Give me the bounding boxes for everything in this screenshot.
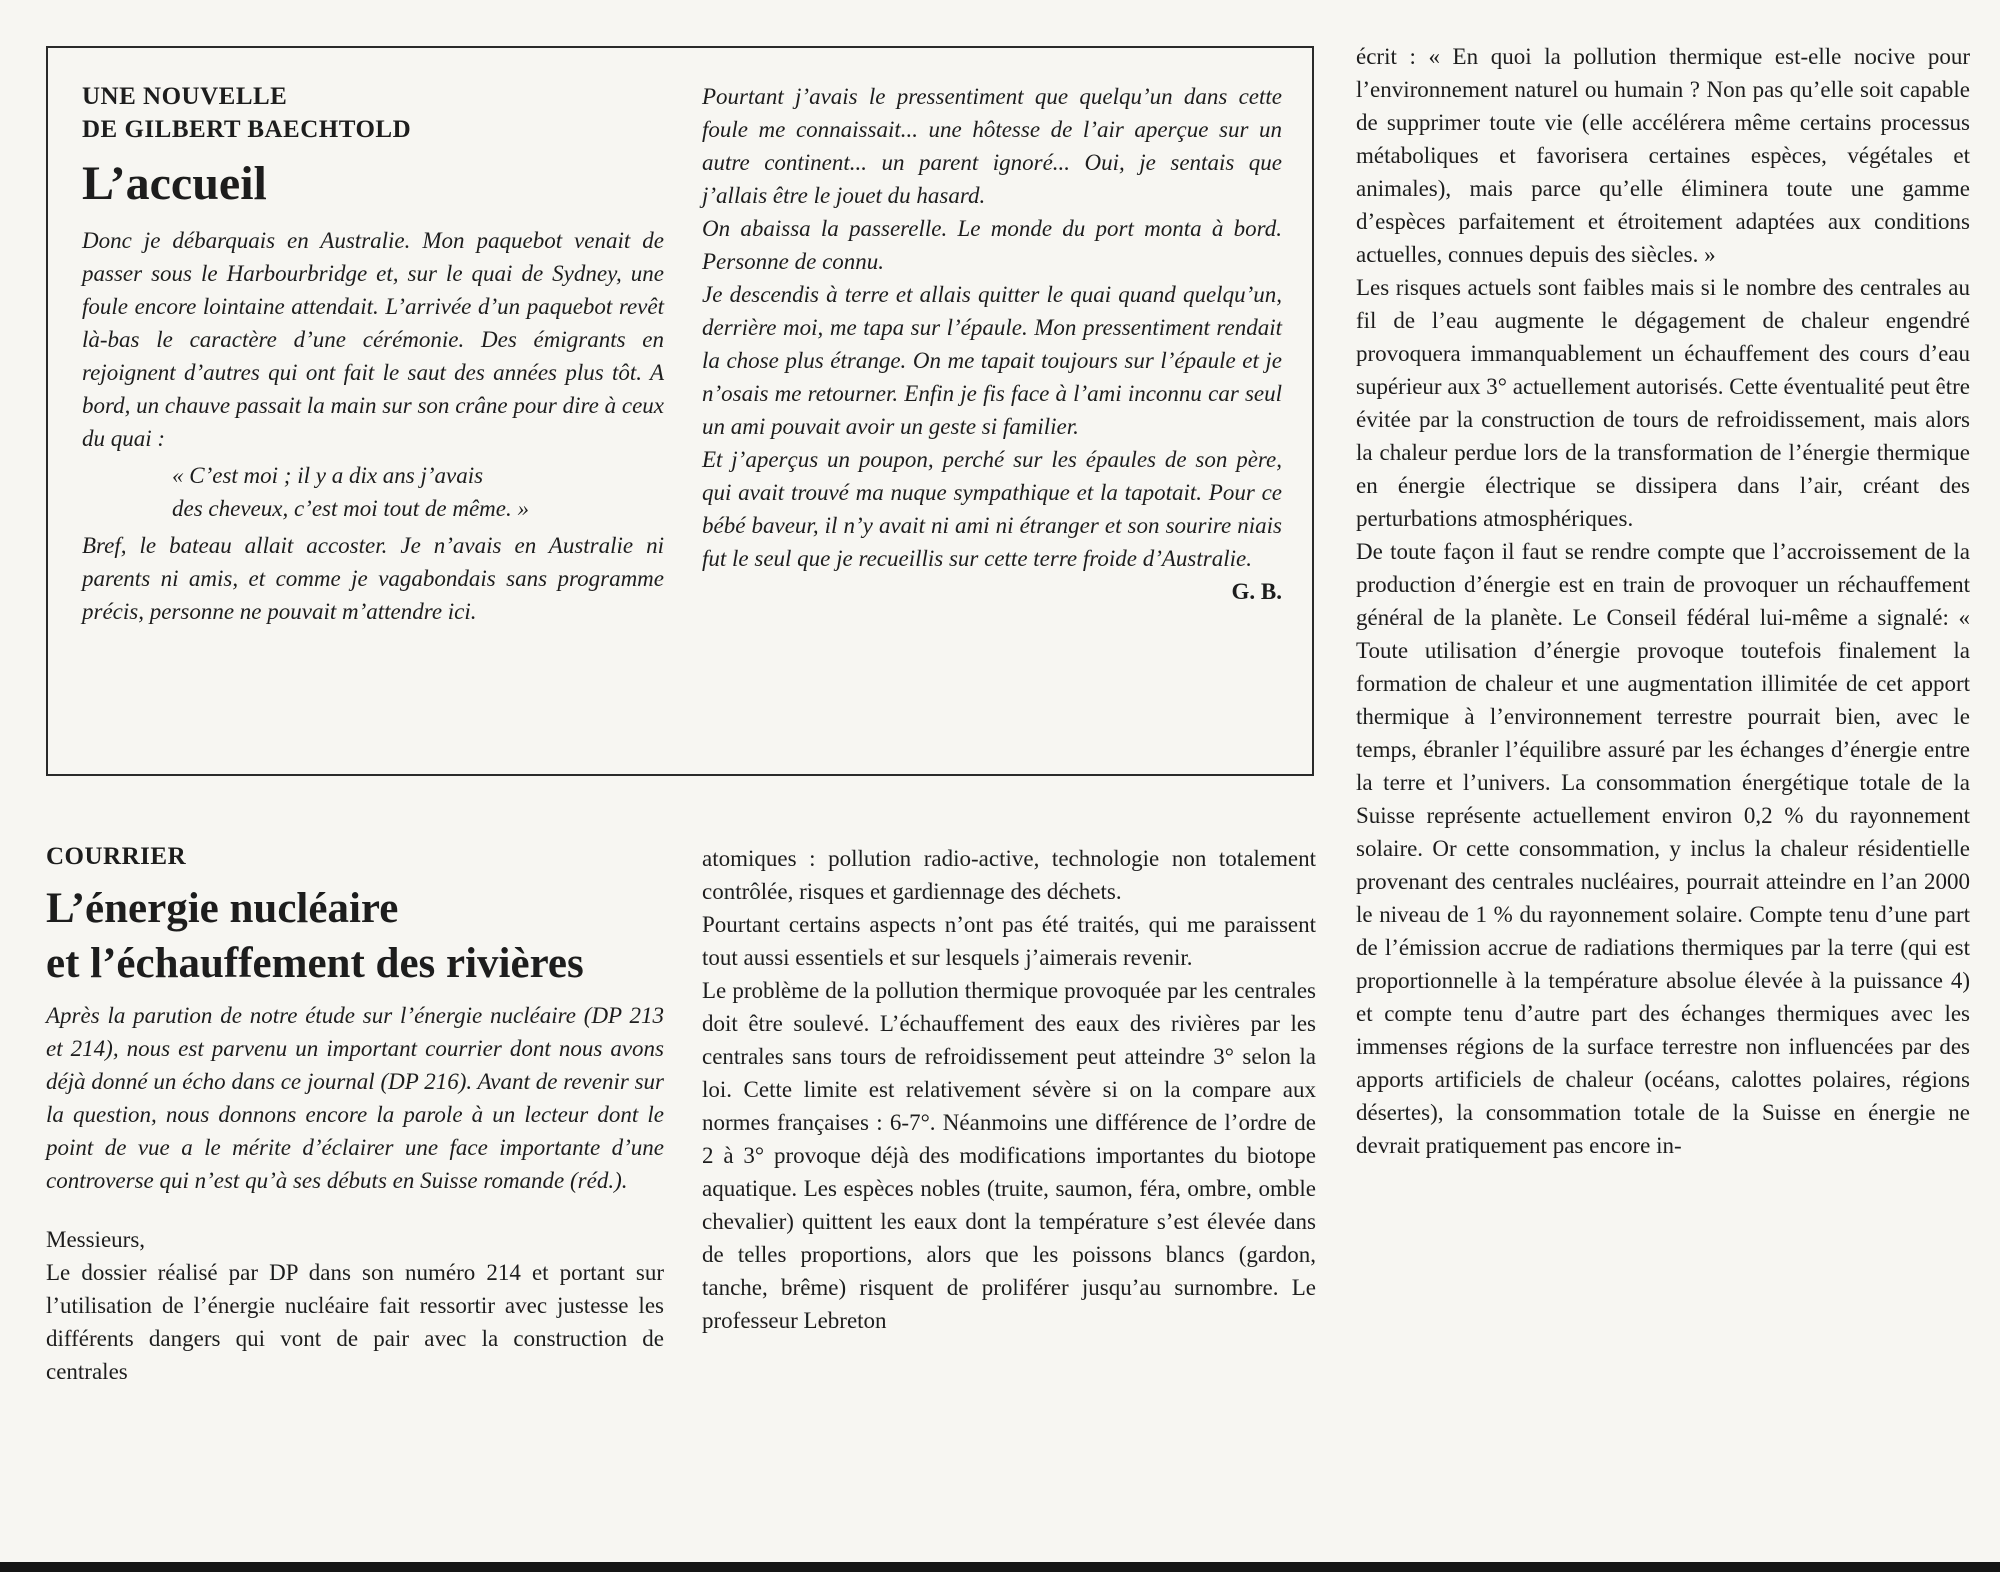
courrier-paragraph: écrit : « En quoi la pollution thermique est-elle nocive pour l’environnement naturel ou humain ? Non pas qu’elle soit capable de supprimer toute vie (elle accélérera même certains processus métaboliques et favorisera certaines espèces, végétales et animales), mais parce qu’elle éliminera toute une gamme d’espèces parfaitement et étroitement adaptées aux conditions actuelles, connues depuis des siècles. » [1356,44,1970,267]
courrier-paragraph: Le dossier réalisé par DP dans son numéro 214 et portant sur l’utilisation de l’énergie nucléaire fait ressortir avec justesse les différents dangers qui vont de pair avec la construction de centrales [46,1260,664,1384]
courrier-column-2 [702,842,1316,1337]
courrier-title-line: L’énergie nucléaire [46,885,399,932]
story-column-1 [82,80,664,628]
courrier-column-3 [1356,40,1970,1162]
courrier-title-line: et l’échauffement des rivières [46,940,584,987]
courrier-paragraph: Les risques actuels sont faibles mais si le nombre des centrales au fil de l’eau augmente le dégagement de chaleur engendré provoquera immanquablement un échauffement des cours d’eau supérieur aux 3° actuellement autorisés. Cette éventualité peut être évitée par la construction de tours de refroidissement, mais alors la chaleur perdue lors de la transformation de l’énergie thermique en énergie électrique se dissipera dans l’air, créant des perturbations atmosphériques. [1356,275,1970,531]
story-paragraph: Je descendis à terre et allais quitter le quai quand quelqu’un, derrière moi, me tapa sur l’épaule. Mon pressentiment rendait la chose plus étrange. On me tapait toujours sur l’épaule et je n’osais me retourner. Enfin je fis face à l’ami inconnu car seul un ami pouvait avoir un geste si familier. [702,282,1282,439]
courrier-column-1 [46,840,664,1388]
story-kicker-1: UNE NOUVELLE [82,83,288,110]
courrier-title [46,881,664,991]
story-quote-line: « C’est moi ; il y a dix ans j’avais [172,463,484,488]
story-paragraph: Pourtant j’avais le pressentiment que quelqu’un dans cette foule me connaissait... une hôtesse de l’air aperçue sur un autre continent... un parent ignoré... Oui, je sentais que j’allais être le jouet du hasard. [702,84,1282,208]
courrier-kicker: COURRIER [46,843,187,870]
story-title: L’accueil [82,157,267,210]
story-paragraph-text: Et j’aperçus un poupon, perché sur les épaules de son père, qui avait trouvé ma nuque sympathique et la tapotait. Pour ce bébé baveur, il n’y avait ni ami ni étranger et son sourire niais fut le seul que je recueillis sur cette terre froide d’Australie. [702,447,1282,571]
story-paragraph: Donc je débarquais en Australie. Mon paquebot venait de passer sous le Harbourbridge et, sur le quai de Sydney, une foule encore lointaine attendait. L’arrivée d’un paquebot revêt là-bas le caractère d’une cérémonie. Des émigrants en rejoignent d’autres qui ont fait le saut des années plus tôt. A bord, un chauve passait la main sur son crâne pour dire à ceux du quai : [82,228,664,451]
courrier-salutation: Messieurs, [46,1227,146,1252]
courrier-paragraph: Pourtant certains aspects n’ont pas été traités, qui me paraissent tout aussi essentiels et sur lesquels j’aimerais revenir. [702,912,1316,970]
story-paragraph: Bref, le bateau allait accoster. Je n’avais en Australie ni parents ni amis, et comme je vagabondais sans programme précis, personne ne pouvait m’attendre ici. [82,533,664,624]
spacer [46,1197,664,1223]
courrier-paragraph: De toute façon il faut se rendre compte que l’accroissement de la production d’énergie est en train de provoquer un réchauffement général de la planète. Le Conseil fédéral lui-même a signalé: « Toute utilisation d’énergie provoque toutefois finalement la formation de chaleur et une augmentation illimitée de cet apport thermique à l’environnement terrestre pourrait bien, avec le temps, ébranler l’équilibre assuré par les échanges d’énergie entre la terre et l’univers. La consommation énergétique totale de la Suisse représente actuellement environ 0,2 % du rayonnement solaire. Or cette consommation, y inclus la chaleur résidentielle provenant des centrales nucléaires, pourrait atteindre en l’an 2000 le niveau de 1 % du rayonnement solaire. Compte tenu d’une part de l’émission accrue de radiations thermiques par la terre (qui est proportionnelle à la température absolue élevée à la puissance 4) et compte tenu d’autre part des échanges thermiques avec les immenses régions de la surface terrestre non influencées par des apports artificiels de chaleur (océans, calottes polaires, régions désertes), la consommation totale de la Suisse en énergie ne devrait pratiquement pas encore in- [1356,539,1970,1158]
courrier-paragraph: Le problème de la pollution thermique provoquée par les centrales doit être soulevé. L’échauffement des eaux des rivières par les centrales sans tours de refroidissement peut atteindre 3° selon la loi. Cette limite est relativement sévère si on la compare aux normes françaises : 6-7°. Néanmoins une différence de l’ordre de 2 à 3° provoque déjà des modifications importantes du biotope aquatique. Les espèces nobles (truite, saumon, féra, ombre, omble chevalier) quittent les eaux dont la température s’est élevée dans de telles proportions, alors que les poissons blancs (gardon, tanche, brême) risquent de proliférer jusqu’au surnombre. Le professeur Lebreton [702,978,1316,1333]
courrier-paragraph: atomiques : pollution radio-active, technologie non totalement contrôlée, risques et gardiennage des déchets. [702,846,1316,904]
story-kicker-2: DE GILBERT BAECHTOLD [82,116,412,143]
story-signature: G. B. [1231,579,1282,604]
story-quote-line: des cheveux, c’est moi tout de même. » [172,496,529,521]
story-paragraph [702,443,1282,604]
story-paragraph: On abaissa la passerelle. Le monde du port monta à bord. Personne de connu. [702,216,1282,274]
courrier-intro: Après la parution de notre étude sur l’énergie nucléaire (DP 213 et 214), nous est parvenu un important courrier dont nous avons déjà donné un écho dans ce journal (DP 216). Avant de revenir sur la question, nous donnons encore la parole à un lecteur dont le point de vue a le mérite d’éclairer une face importante d’une controverse qui n’est qu’à ses débuts en Suisse romande (réd.). [46,1003,664,1193]
page-edge-shadow [0,1562,2000,1572]
story-quote [82,459,664,525]
story-column-2 [702,80,1282,608]
